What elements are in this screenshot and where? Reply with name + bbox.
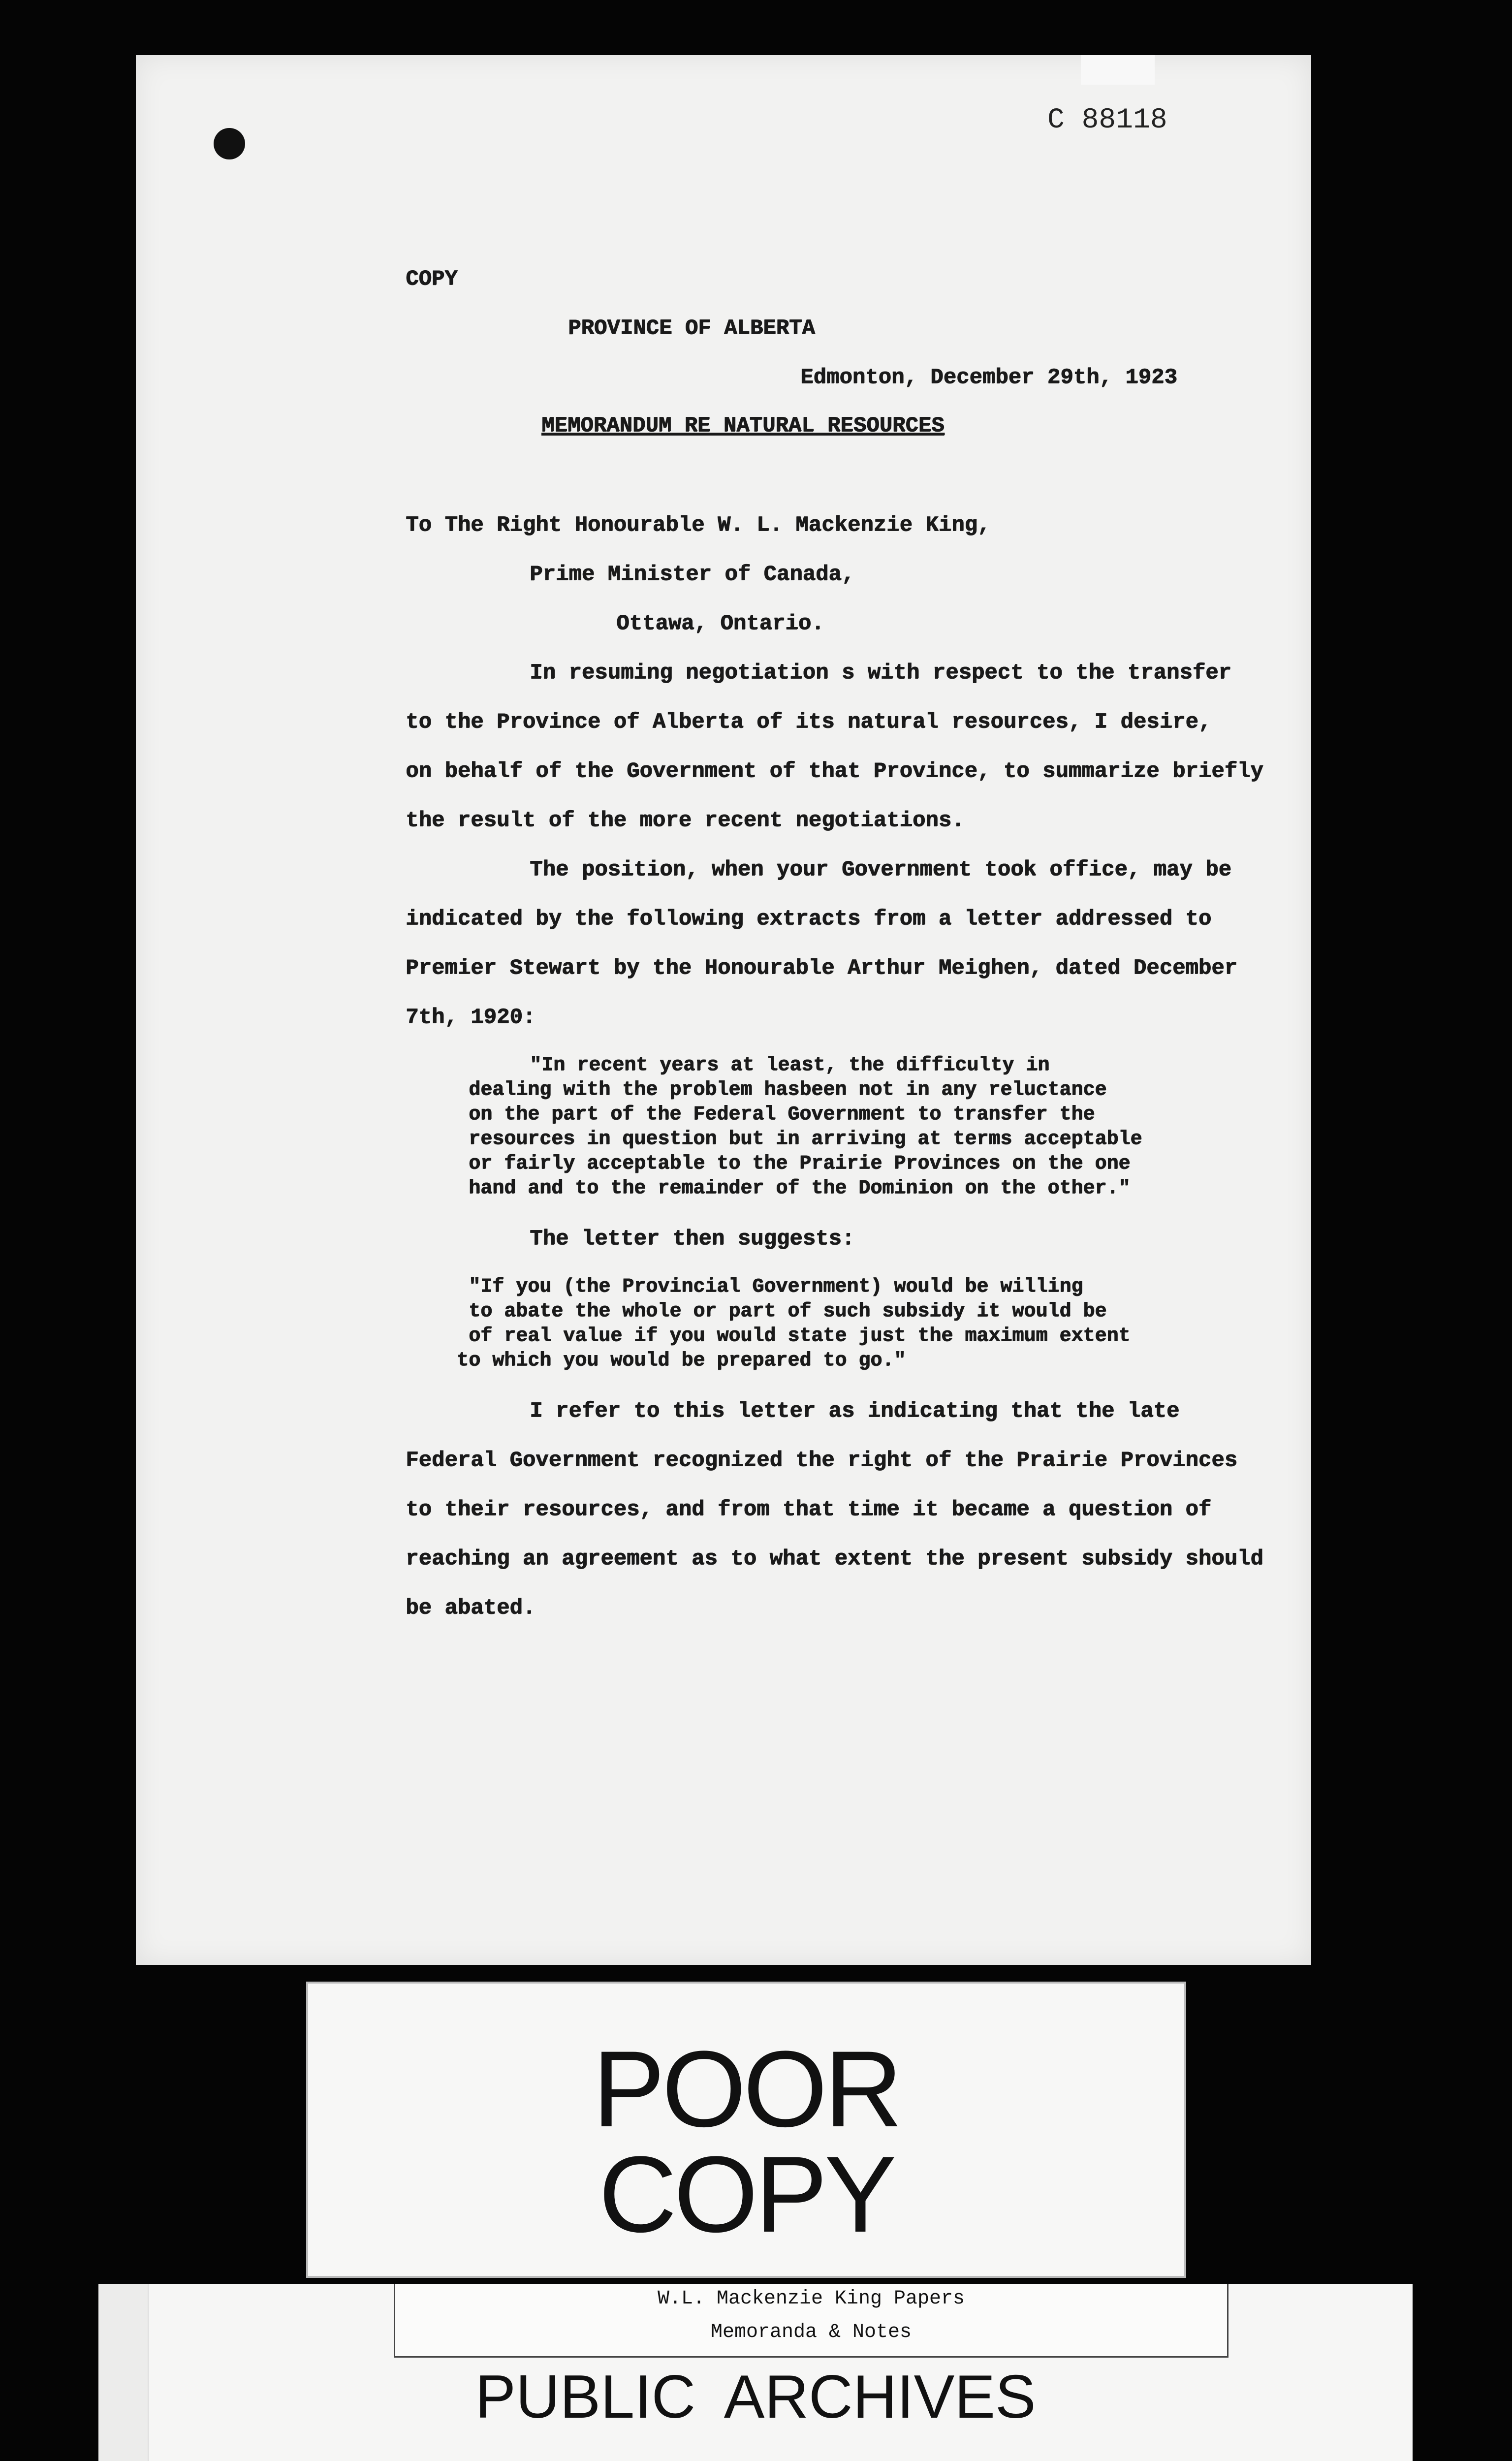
copy-mark: COPY [406,267,458,291]
poor-copy-stamp [306,1982,1186,2278]
paragraph-line: be abated. [406,1596,536,1620]
archives-title-en: PUBLIC ARCHIVES [475,2363,1036,2431]
series-name: Memoranda & Notes [710,2321,912,2343]
paragraph-line: Premier Stewart by the Honourable Arthur Meighen, dated December [406,956,1237,980]
letterhead: PROVINCE OF ALBERTA [568,316,815,341]
address-line: Ottawa, Ontario. [616,611,824,636]
reference-number: C 88118 [1047,104,1167,136]
collection-label [394,2284,1228,2358]
quote-line: to abate the whole or part of such subsidy it would be [469,1300,1107,1323]
collection-name: W.L. Mackenzie King Papers [657,2288,965,2310]
quote-line: on the part of the Federal Government to transfer the [469,1104,1095,1126]
document-page [136,55,1311,1965]
quote-line: to which you would be prepared to go." [457,1350,906,1372]
paragraph-line: The position, when your Government took office, may be [530,857,1231,882]
paragraph-line: Federal Government recognized the right of the Prairie Provinces [406,1448,1237,1473]
quote-line: dealing with the problem hasbeen not in any reluctance [469,1079,1107,1101]
paragraph-line: indicated by the following extracts from a letter addressed to [406,907,1212,931]
quote-line: of real value if you would state just the maximum extent [469,1325,1131,1347]
archives-label-card [98,2284,1413,2461]
punch-hole [214,128,245,159]
quote-line: hand and to the remainder of the Dominion on the other." [469,1177,1131,1199]
quote-line: "In recent years at least, the difficulty in [530,1054,1050,1076]
paragraph-line: on behalf of the Government of that Province, to summarize briefly [406,759,1263,784]
quote-line: resources in question but in arriving at terms acceptable [469,1128,1142,1150]
suggests-line: The letter then suggests: [530,1227,855,1251]
paragraph-line: reaching an agreement as to what extent the present subsidy should [406,1546,1263,1571]
stamp-line: COPY [598,2134,894,2255]
address-line: To The Right Honourable W. L. Mackenzie King, [406,513,991,537]
paragraph-line: the result of the more recent negotiations. [406,808,965,833]
address-line: Prime Minister of Canada, [530,562,855,587]
paragraph-line: I refer to this letter as indicating that the late [530,1399,1180,1423]
paragraph-line: to their resources, and from that time it became a question of [406,1497,1212,1522]
page-tab [1081,55,1155,85]
paragraph-line: 7th, 1920: [406,1005,536,1030]
paragraph-line: to the Province of Alberta of its natural resources, I desire, [406,710,1212,734]
stamp-line: POOR [593,2028,900,2149]
place-date: Edmonton, December 29th, 1923 [800,365,1177,390]
quote-line: or fairly acceptable to the Prairie Provinces on the one [469,1153,1131,1175]
paragraph-line: In resuming negotiation s with respect to the transfer [530,661,1231,685]
quote-line: "If you (the Provincial Government) would be willing [469,1276,1083,1298]
subject-heading: MEMORANDUM RE NATURAL RESOURCES [541,413,945,438]
